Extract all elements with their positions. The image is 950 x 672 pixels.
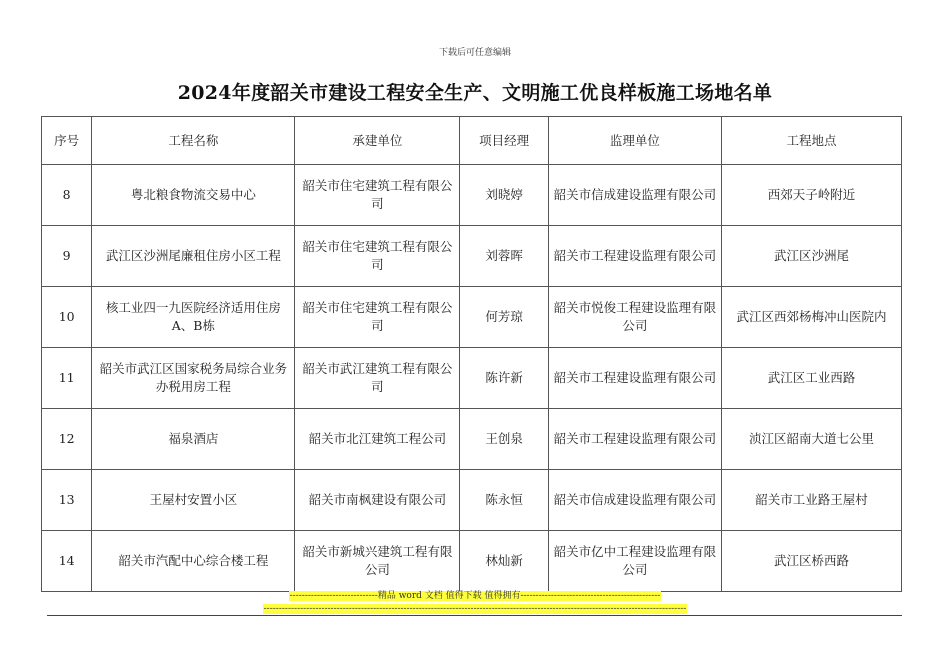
cell-project-manager: 刘晓婷 bbox=[460, 165, 549, 226]
cell-project-name: 韶关市汽配中心综合楼工程 bbox=[92, 531, 295, 592]
cell-location: 武江区西郊杨梅冲山医院内 bbox=[721, 287, 901, 348]
cell-project-name: 粤北粮食物流交易中心 bbox=[92, 165, 295, 226]
column-header-seq: 序号 bbox=[42, 117, 92, 165]
cell-location: 武江区桥西路 bbox=[721, 531, 901, 592]
table-row bbox=[42, 287, 902, 348]
column-header-project-manager: 项目经理 bbox=[460, 117, 549, 165]
cell-location: 武江区工业西路 bbox=[721, 348, 901, 409]
table-row bbox=[42, 470, 902, 531]
cell-seq: 10 bbox=[42, 287, 92, 348]
footer-banner-line-2: ------------------------------------------------------------------------------------------------------------------------------------------- bbox=[263, 604, 687, 614]
footer-banner-line-1: -----------------------------精品 word 文档 值得下载 值得拥有---------------------------------------------- bbox=[289, 591, 661, 601]
cell-seq: 12 bbox=[42, 409, 92, 470]
cell-location: 武江区沙洲尾 bbox=[721, 226, 901, 287]
cell-builder: 韶关市北江建筑工程公司 bbox=[295, 409, 460, 470]
cell-builder: 韶关市新城兴建筑工程有限公司 bbox=[295, 531, 460, 592]
column-header-builder: 承建单位 bbox=[295, 117, 460, 165]
cell-seq: 9 bbox=[42, 226, 92, 287]
cell-project-name: 武江区沙洲尾廉租住房小区工程 bbox=[92, 226, 295, 287]
header-note: 下载后可任意编辑 bbox=[438, 48, 511, 58]
column-header-project-name: 工程名称 bbox=[92, 117, 295, 165]
cell-project-manager: 刘蓉晖 bbox=[460, 226, 549, 287]
footer-banner bbox=[0, 591, 950, 615]
cell-location: 韶关市工业路王屋村 bbox=[721, 470, 901, 531]
cell-builder: 韶关市南枫建设有限公司 bbox=[295, 470, 460, 531]
cell-supervisor: 韶关市亿中工程建设监理有限公司 bbox=[548, 531, 721, 592]
document-title: 2024年度韶关市建设工程安全生产、文明施工优良样板施工场地名单 bbox=[177, 82, 773, 104]
cell-builder: 韶关市武江建筑工程有限公司 bbox=[295, 348, 460, 409]
cell-seq: 13 bbox=[42, 470, 92, 531]
cell-project-manager: 林灿新 bbox=[460, 531, 549, 592]
table-row bbox=[42, 531, 902, 592]
cell-location: 浈江区韶南大道七公里 bbox=[721, 409, 901, 470]
cell-project-manager: 王创泉 bbox=[460, 409, 549, 470]
cell-project-name: 福泉酒店 bbox=[92, 409, 295, 470]
cell-supervisor: 韶关市信成建设监理有限公司 bbox=[548, 165, 721, 226]
table-row bbox=[42, 409, 902, 470]
cell-builder: 韶关市住宅建筑工程有限公司 bbox=[295, 165, 460, 226]
cell-supervisor: 韶关市工程建设监理有限公司 bbox=[548, 409, 721, 470]
table-header-row bbox=[42, 117, 902, 165]
cell-seq: 14 bbox=[42, 531, 92, 592]
cell-builder: 韶关市住宅建筑工程有限公司 bbox=[295, 287, 460, 348]
project-roster-table bbox=[41, 116, 902, 592]
cell-project-manager: 陈永恒 bbox=[460, 470, 549, 531]
cell-supervisor: 韶关市工程建设监理有限公司 bbox=[548, 348, 721, 409]
cell-supervisor: 韶关市悦俊工程建设监理有限公司 bbox=[548, 287, 721, 348]
cell-project-manager: 陈许新 bbox=[460, 348, 549, 409]
cell-supervisor: 韶关市信成建设监理有限公司 bbox=[548, 470, 721, 531]
column-header-location: 工程地点 bbox=[721, 117, 901, 165]
table-row bbox=[42, 226, 902, 287]
cell-project-name: 韶关市武江区国家税务局综合业务办税用房工程 bbox=[92, 348, 295, 409]
cell-seq: 11 bbox=[42, 348, 92, 409]
cell-supervisor: 韶关市工程建设监理有限公司 bbox=[548, 226, 721, 287]
cell-project-manager: 何芳琼 bbox=[460, 287, 549, 348]
cell-builder: 韶关市住宅建筑工程有限公司 bbox=[295, 226, 460, 287]
table-row bbox=[42, 348, 902, 409]
cell-seq: 8 bbox=[42, 165, 92, 226]
page-divider bbox=[47, 615, 902, 616]
table-row bbox=[42, 165, 902, 226]
cell-project-name: 核工业四一九医院经济适用住房A、B栋 bbox=[92, 287, 295, 348]
column-header-supervisor: 监理单位 bbox=[548, 117, 721, 165]
cell-location: 西郊天子岭附近 bbox=[721, 165, 901, 226]
cell-project-name: 王屋村安置小区 bbox=[92, 470, 295, 531]
